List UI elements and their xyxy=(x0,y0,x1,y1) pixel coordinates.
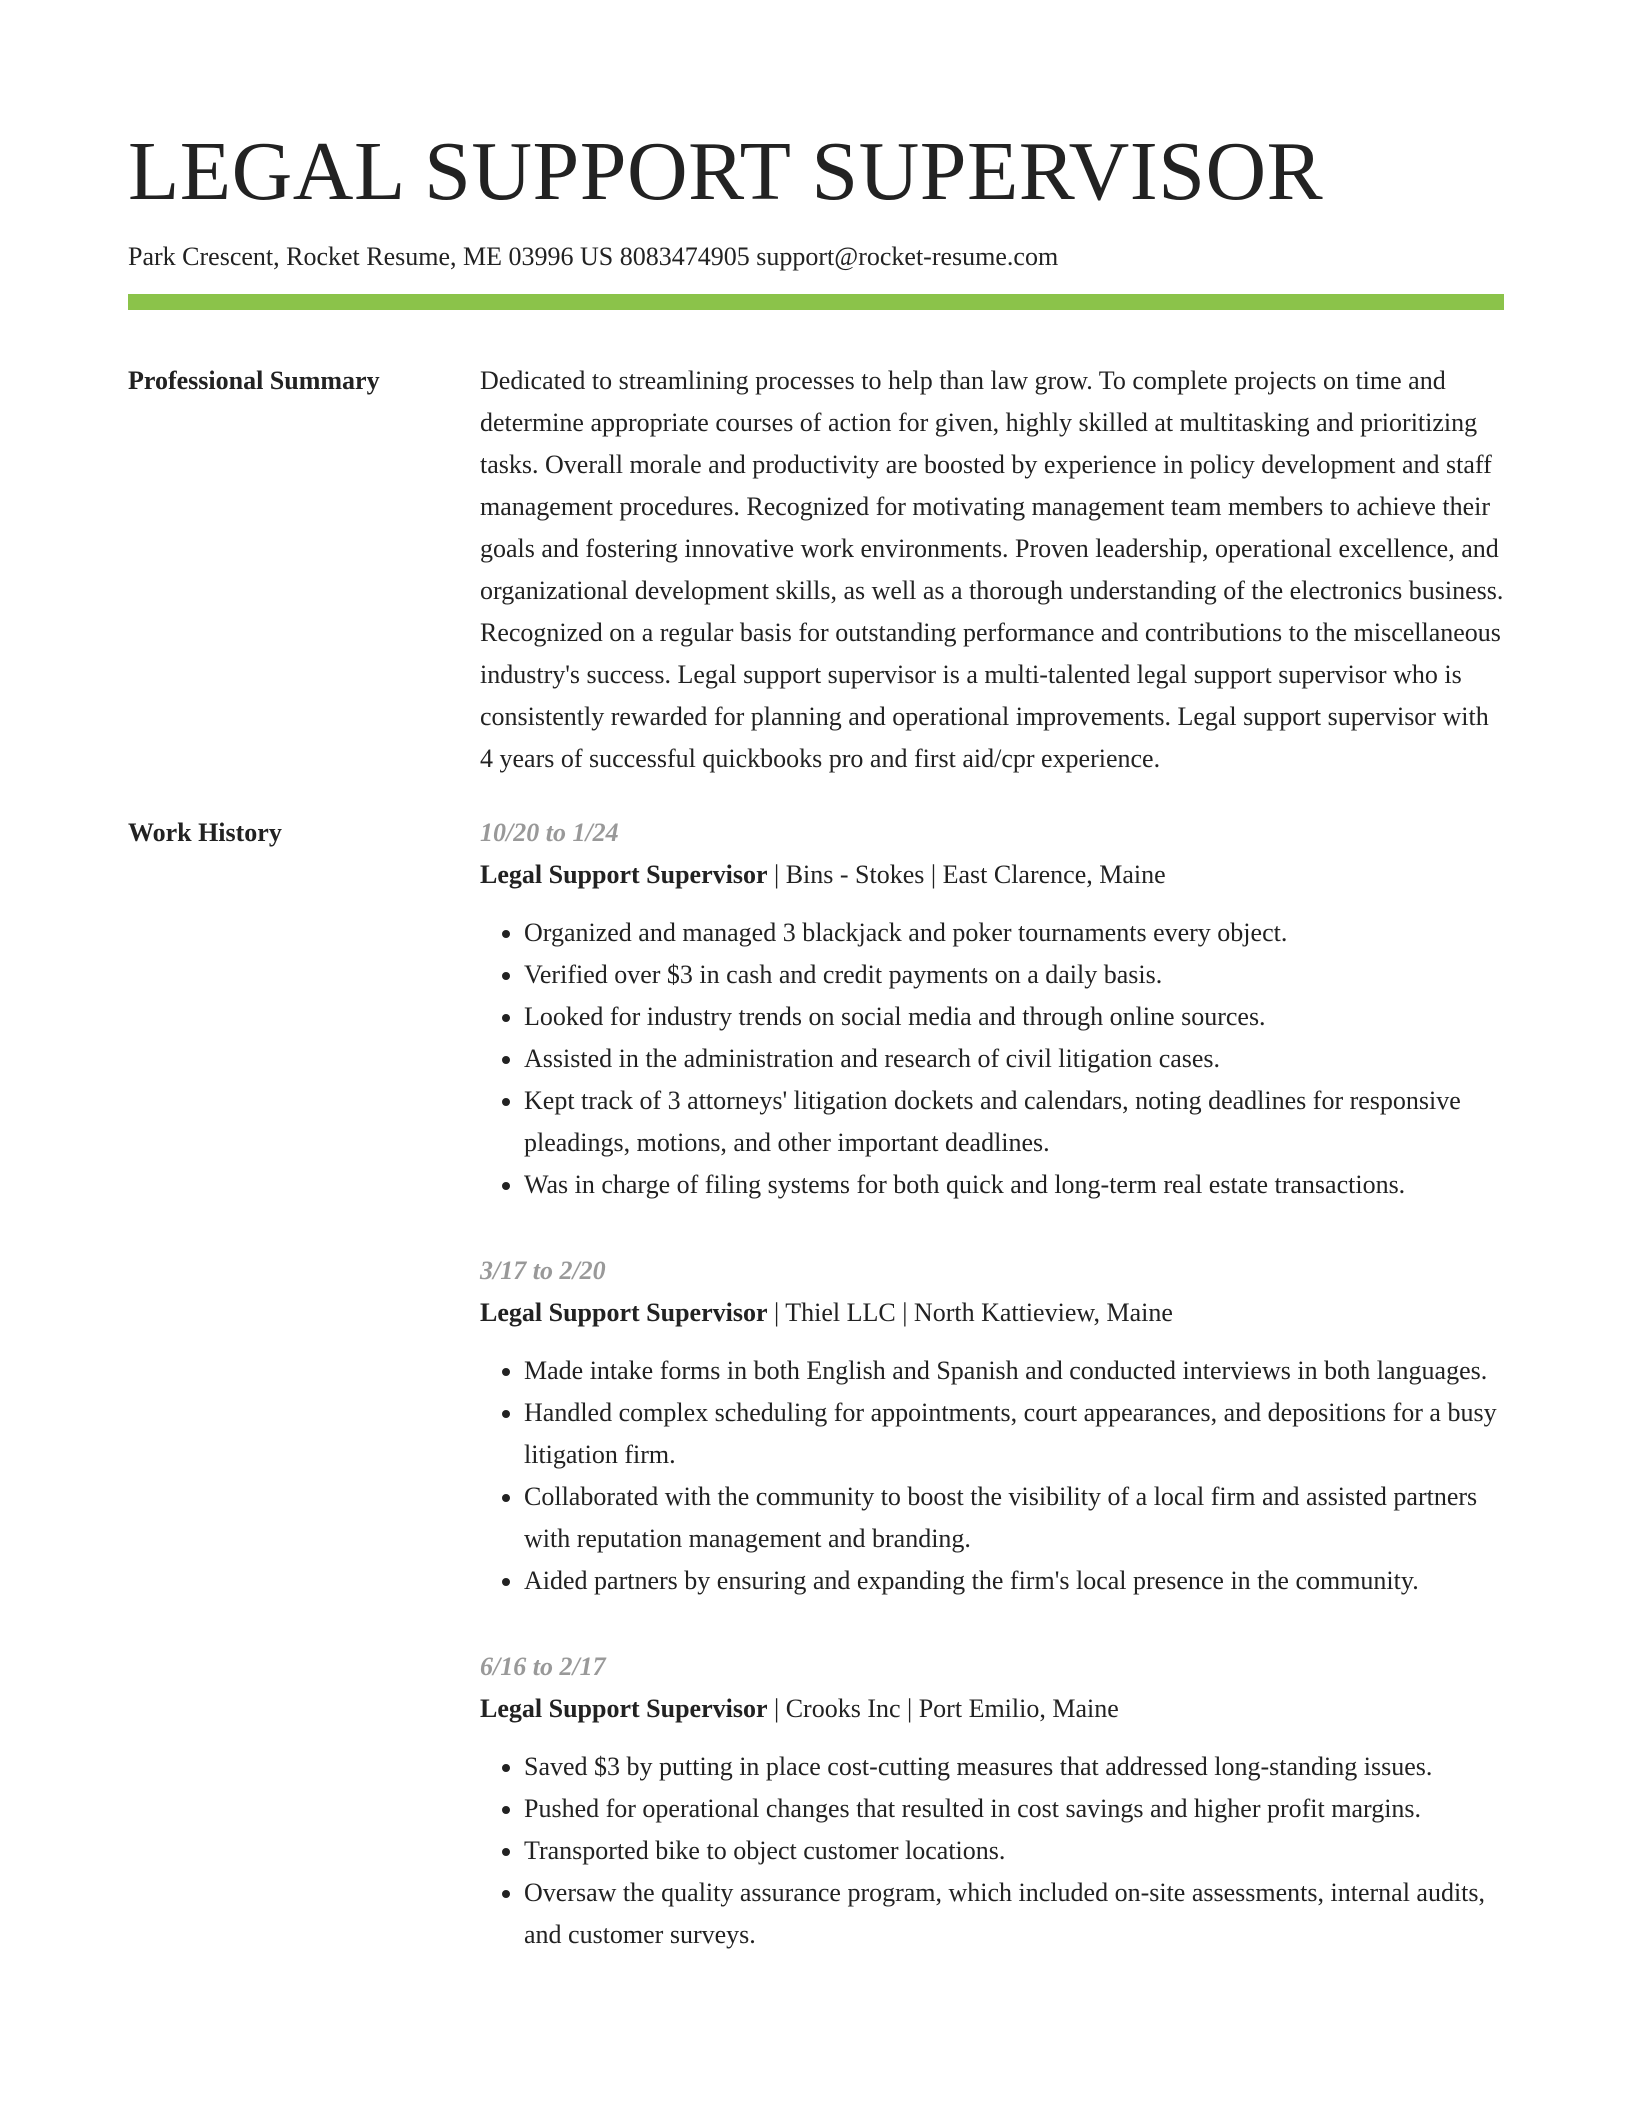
job-bullet: • Collaborated with the community to boost the visibility of a local firm and assisted partners with reputation management and branding. xyxy=(524,1476,1504,1560)
job-title-line xyxy=(480,1292,1504,1334)
job-dates: 3/17 to 2/20 xyxy=(480,1256,606,1285)
job-employer-location: | Bins - Stokes | East Clarence, Maine xyxy=(767,860,1166,889)
job-bullet: • Handled complex scheduling for appointments, court appearances, and depositions for a busy litigation firm. xyxy=(524,1392,1504,1476)
summary-body xyxy=(480,360,1504,780)
job-entry xyxy=(480,1250,1504,1602)
section-label-work-history: Work History xyxy=(128,818,282,847)
job-entry xyxy=(480,812,1504,1206)
job-bullet-list xyxy=(480,912,1504,1206)
resume-page xyxy=(128,0,1504,2000)
professional-summary-section xyxy=(128,360,1504,780)
job-employer-location: | Crooks Inc | Port Emilio, Maine xyxy=(767,1694,1119,1723)
job-bullet: • Kept track of 3 attorneys' litigation dockets and calendars, noting deadlines for responsive pleadings, motions, and other important deadlines. xyxy=(524,1080,1504,1164)
resume-name-heading: LEGAL SUPPORT SUPERVISOR xyxy=(128,125,1324,218)
job-bullet: • Pushed for operational changes that resulted in cost savings and higher profit margins. xyxy=(524,1788,1504,1830)
job-title: Legal Support Supervisor xyxy=(480,860,768,889)
job-bullet-list xyxy=(480,1350,1504,1602)
job-title-line xyxy=(480,1688,1504,1730)
section-label-professional-summary: Professional Summary xyxy=(128,366,380,395)
work-history-section xyxy=(128,812,1504,2000)
job-employer-location: | Thiel LLC | North Kattieview, Maine xyxy=(767,1298,1173,1327)
job-bullet: • Transported bike to object customer locations. xyxy=(524,1830,1504,1872)
job-bullet: • Organized and managed 3 blackjack and poker tournaments every object. xyxy=(524,912,1504,954)
job-bullet: • Oversaw the quality assurance program, which included on-site assessments, internal audits, and customer surveys. xyxy=(524,1872,1504,1956)
job-bullet: • Saved $3 by putting in place cost-cutting measures that addressed long-standing issues. xyxy=(524,1746,1504,1788)
job-dates: 6/16 to 2/17 xyxy=(480,1652,606,1681)
job-bullet: • Aided partners by ensuring and expanding the firm's local presence in the community. xyxy=(524,1560,1504,1602)
job-bullet: • Verified over $3 in cash and credit payments on a daily basis. xyxy=(524,954,1504,996)
job-title: Legal Support Supervisor xyxy=(480,1694,768,1723)
job-bullet-list xyxy=(480,1746,1504,1956)
contact-info: Park Crescent, Rocket Resume, ME 03996 US 8083474905 support@rocket-resume.com xyxy=(128,242,1059,271)
work-history-body xyxy=(480,812,1504,2000)
job-bullet: • Made intake forms in both English and Spanish and conducted interviews in both languages. xyxy=(524,1350,1504,1392)
header-divider xyxy=(128,294,1504,310)
job-bullet: • Looked for industry trends on social media and through online sources. xyxy=(524,996,1504,1038)
job-title: Legal Support Supervisor xyxy=(480,1298,768,1327)
job-bullet: • Was in charge of filing systems for both quick and long-term real estate transactions. xyxy=(524,1164,1504,1206)
job-dates: 10/20 to 1/24 xyxy=(480,818,619,847)
job-title-line xyxy=(480,854,1504,896)
job-bullet: • Assisted in the administration and research of civil litigation cases. xyxy=(524,1038,1504,1080)
summary-text: Dedicated to streamlining processes to help than law grow. To complete projects on time and determine appropriate courses of action for given, highly skilled at multitasking and prioritizing tasks. Overall morale and productivity are boosted by experience in policy development and staff management procedures. Recognized for motivating management team members to achieve their goals and fostering innovative work environments. Proven leadership, operational excellence, and organizational development skills, as well as a thorough understanding of the electronics business. Recognized on a regular basis for outstanding performance and contributions to the miscellaneous industry's success. Legal support supervisor is a multi-talented legal support supervisor who is consistently rewarded for planning and operational improvements. Legal support supervisor with 4 years of successful quickbooks pro and first aid/cpr experience. xyxy=(480,366,1504,773)
job-entry xyxy=(480,1646,1504,1956)
